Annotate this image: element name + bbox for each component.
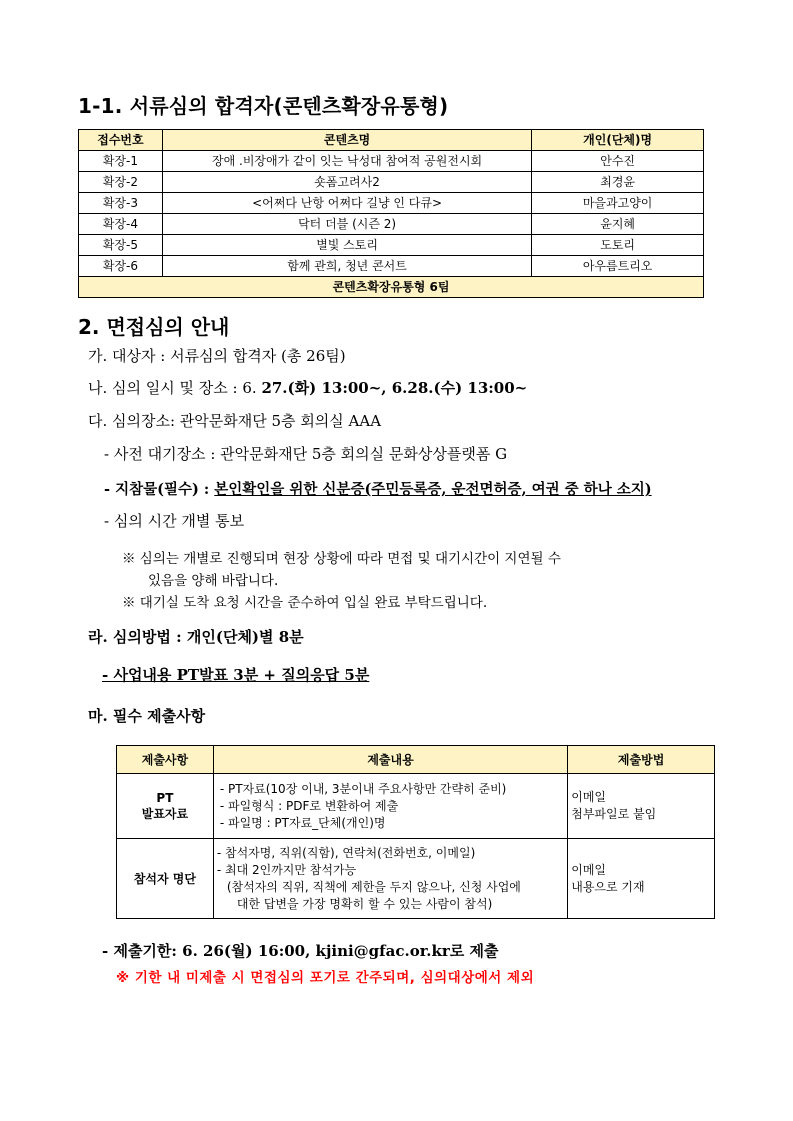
cell-item bbox=[117, 839, 214, 919]
deadline-line: - 제출기한: 6. 26(월) 16:00, kjini@gfac.or.kr로 제출 bbox=[102, 942, 499, 960]
item-line: 참석자 명단 bbox=[133, 872, 196, 886]
deadline-warning: ※ 기한 내 미제출 시 면접심의 포기로 간주되며, 심의대상에서 제외 bbox=[116, 970, 535, 986]
required-items-line bbox=[104, 478, 652, 499]
content-line: - 참석자명, 직위(직함), 연락처(전화번호, 이메일) bbox=[216, 845, 476, 860]
cell-method bbox=[568, 839, 715, 919]
header-applicant-name: 개인(단체)명 bbox=[532, 130, 704, 151]
schedule-prefix: 나. 심의 일시 및 장소 : 6. bbox=[88, 379, 262, 397]
section2-title: 2. 면접심의 안내 bbox=[78, 315, 230, 339]
cell-content-name: 장애 .비장애가 같이 잇는 낙성대 참여적 공원전시회 bbox=[162, 151, 531, 172]
cell-receipt-no: 확장-3 bbox=[79, 193, 163, 214]
cell-receipt-no: 확장-1 bbox=[79, 151, 163, 172]
schedule-dates: 27.(화) 13:00~, 6.28.(수) 13:00~ bbox=[261, 379, 528, 397]
header-method: 제출방법 bbox=[568, 746, 715, 774]
cell-applicant-name: 마을과고양이 bbox=[532, 193, 704, 214]
table-row bbox=[79, 235, 704, 256]
header-item: 제출사항 bbox=[117, 746, 214, 774]
section1-title: 1-1. 서류심의 합격자(콘텐츠확장유통형) bbox=[78, 94, 449, 118]
content-line: - 파일형식 : PDF로 변환하여 제출 bbox=[219, 798, 399, 813]
cell-item bbox=[117, 774, 214, 839]
header-content: 제출내용 bbox=[213, 746, 567, 774]
submission-table bbox=[116, 745, 715, 919]
table-summary-row bbox=[79, 277, 704, 298]
waiting-room-line: - 사전 대기장소 : 관악문화재단 5층 회의실 문화상상플랫폼 G bbox=[104, 445, 508, 463]
time-notice-line: - 심의 시간 개별 통보 bbox=[104, 512, 245, 530]
method-text: 이메일 bbox=[571, 862, 607, 877]
venue-line: 다. 심의장소: 관악문화재단 5층 회의실 AAA bbox=[88, 412, 382, 430]
note-arrival: ※ 대기실 도착 요청 시간을 준수하여 입실 완료 부탁드립니다. bbox=[122, 595, 488, 611]
table-header-row bbox=[117, 746, 715, 774]
table-row bbox=[79, 172, 704, 193]
cell-content bbox=[213, 774, 567, 839]
table-row bbox=[79, 151, 704, 172]
method-detail-line: - 사업내용 PT발표 3분 + 질의응답 5분 bbox=[102, 666, 370, 684]
cell-content-name: 숏폼고려사2 bbox=[162, 172, 531, 193]
required-items-prefix: - 지참물(필수) : bbox=[104, 481, 215, 498]
cell-receipt-no: 확장-2 bbox=[79, 172, 163, 193]
header-receipt-no: 접수번호 bbox=[79, 130, 163, 151]
cell-content-name: <어쩌다 난항 어쩌다 길냥 인 다큐> bbox=[162, 193, 531, 214]
table-header-row bbox=[79, 130, 704, 151]
required-items-id: 본인확인을 위한 신분증(주민등록증, 운전면허증, 여권 중 하나 소지) bbox=[214, 481, 652, 498]
method-text: 이메일 bbox=[571, 790, 607, 804]
cell-receipt-no: 확장-4 bbox=[79, 214, 163, 235]
content-line: - 파일명 : PT자료_단체(개인)명 bbox=[219, 815, 386, 830]
cell-method bbox=[568, 774, 715, 839]
passed-applicants-table bbox=[78, 129, 704, 298]
cell-applicant-name: 안수진 bbox=[532, 151, 704, 172]
cell-applicant-name: 도토리 bbox=[532, 235, 704, 256]
required-submission-heading: 마. 필수 제출사항 bbox=[88, 707, 206, 725]
target-line: 가. 대상자 : 서류심의 합격자 (총 26팀) bbox=[88, 347, 346, 365]
table-row bbox=[117, 839, 715, 919]
content-line: (참석자의 직위, 직책에 제한을 두지 않으나, 신청 사업에 bbox=[226, 879, 521, 894]
item-line: PT bbox=[156, 790, 174, 805]
table-row bbox=[79, 214, 704, 235]
header-content-name: 콘텐츠명 bbox=[162, 130, 531, 151]
cell-receipt-no: 확장-6 bbox=[79, 256, 163, 277]
note-delay-line1: ※ 심의는 개별로 진행되며 현장 상황에 따라 면접 및 대기시간이 지연될 수 bbox=[122, 551, 561, 567]
cell-applicant-name: 최경윤 bbox=[532, 172, 704, 193]
cell-content-name: 함께 관희, 청년 콘서트 bbox=[162, 256, 531, 277]
item-line: 발표자료 bbox=[141, 806, 189, 821]
cell-applicant-name: 윤지혜 bbox=[532, 214, 704, 235]
cell-content bbox=[213, 839, 567, 919]
method-text: 첨부파일로 붙임 bbox=[571, 807, 657, 821]
cell-content-name: 별빛 스토리 bbox=[162, 235, 531, 256]
method-text: 내용으로 기재 bbox=[571, 879, 645, 894]
table-row bbox=[79, 256, 704, 277]
content-line: - 최대 2인까지만 참석가능 bbox=[216, 862, 357, 877]
cell-receipt-no: 확장-5 bbox=[79, 235, 163, 256]
table-row bbox=[117, 774, 715, 839]
schedule-line bbox=[88, 377, 527, 398]
note-delay-line2: 있음을 양해 바랍니다. bbox=[148, 573, 279, 589]
content-line: 대한 답변을 가장 명확히 할 수 있는 사람이 참석) bbox=[236, 896, 493, 911]
method-line: 라. 심의방법 : 개인(단체)별 8분 bbox=[88, 628, 304, 646]
summary-cell: 콘텐츠확장유통형 6팀 bbox=[79, 277, 704, 298]
cell-applicant-name: 아우름트리오 bbox=[532, 256, 704, 277]
cell-content-name: 닥터 더블 (시즌 2) bbox=[162, 214, 531, 235]
table-row bbox=[79, 193, 704, 214]
content-line: - PT자료(10장 이내, 3분이내 주요사항만 간략히 준비) bbox=[219, 781, 507, 796]
